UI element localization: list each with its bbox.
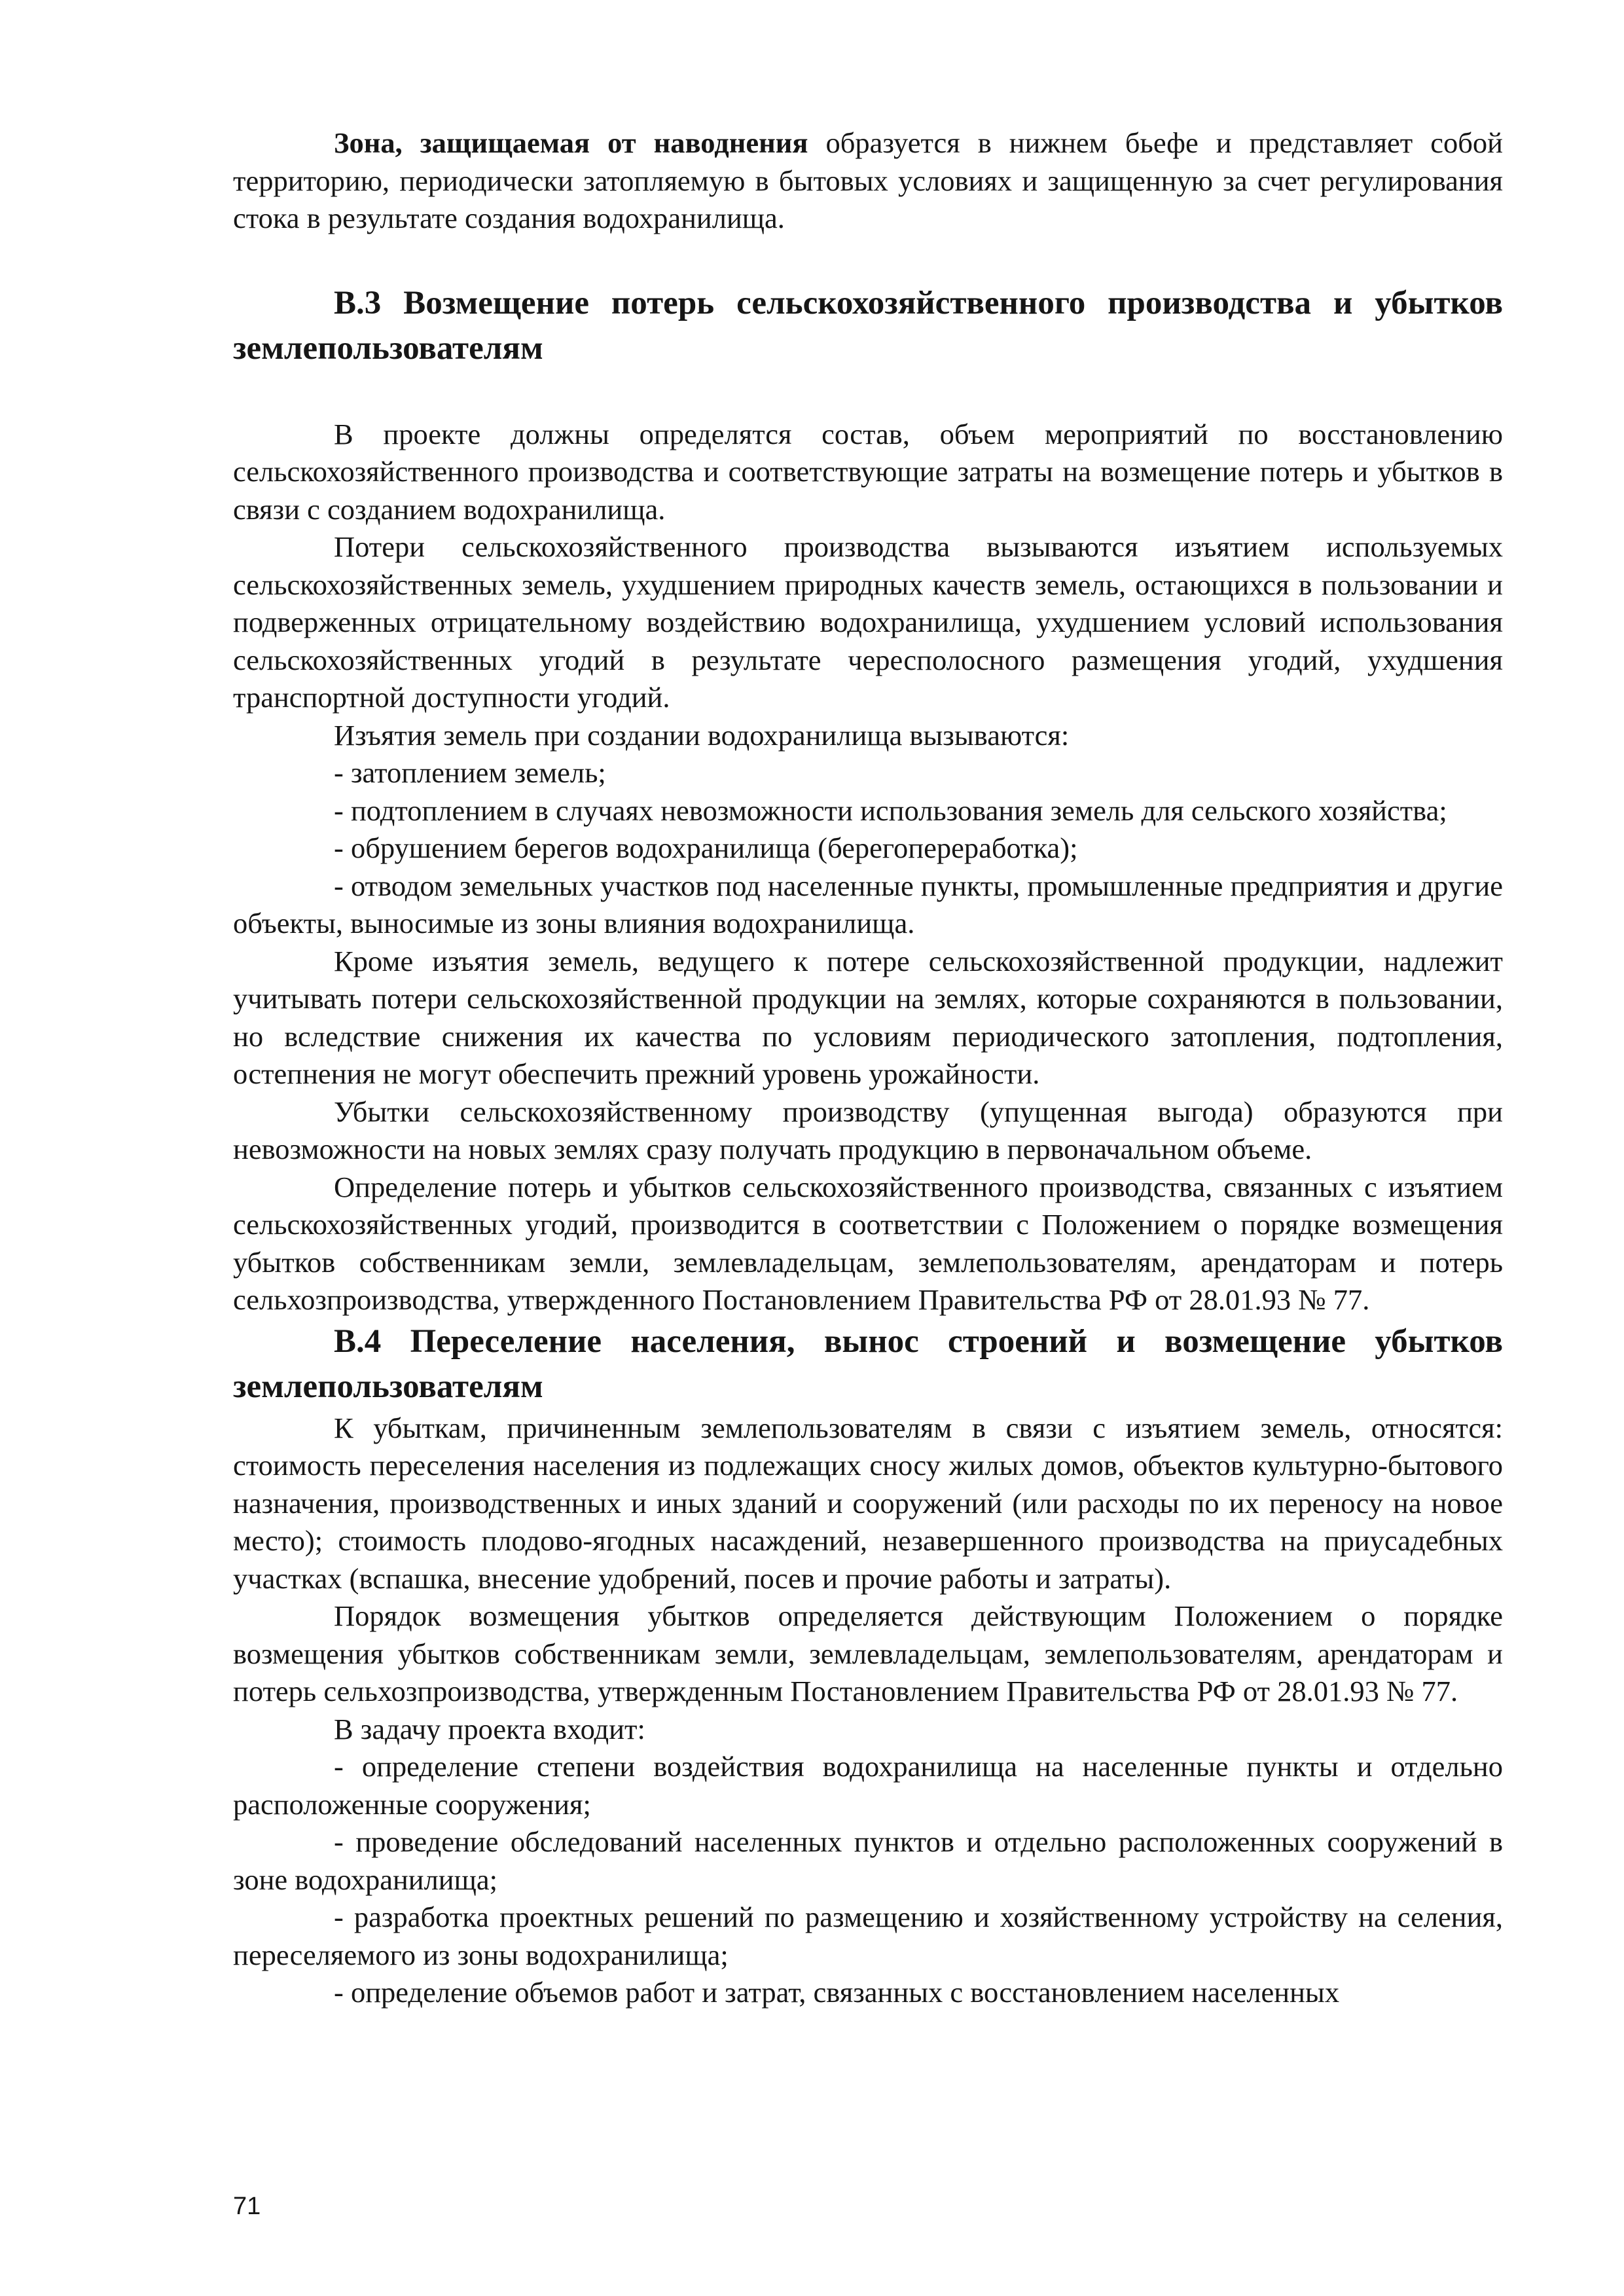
document-page xyxy=(233,124,1503,2012)
intro-bold-term: Зона, защищаемая от наводнения xyxy=(334,126,808,159)
intro-text: образуется в нижнем бьефе и представляет собой территорию, периодически затопляемую в бытовых условиях и защищенную за счет регулирования стока в результате создания водохранилища. xyxy=(233,126,1503,234)
b3-list-item: - подтоплением в случаях невозможности использования земель для сельского хозяйства; xyxy=(334,793,1447,827)
section-b3-heading: В.3 Возмещение потерь сельскохозяйственного производства и убытков землепользователям xyxy=(233,284,1503,367)
b4-list-item: - разработка проектных решений по размещению и хозяйственному устройству на селения, переселяемого из зоны водохранилища; xyxy=(233,1901,1503,1971)
b4-paragraph: Порядок возмещения убытков определяется действующим Положением о порядке возмещения убытков собственникам земли, землевладельцам, землепользователям, арендаторам и потерь сельхозпроизводства, утвержденным Постановлением Правительства РФ от 28.01.93 № 77. xyxy=(233,1599,1503,1707)
b3-paragraph: Определение потерь и убытков сельскохозяйственного производства, связанных с изъятием сельскохозяйственных угодий, производится в соответствии с Положением о порядке возмещения убытков собственникам земли, землевладельцам, землепользователям, арендаторам и потерь сельхозпроизводства, утвержденного Постановлением Правительства РФ от 28.01.93 № 77. xyxy=(233,1170,1503,1316)
b3-list-item: - отводом земельных участков под населенные пункты, промышленные предприятия и другие объекты, выносимые из зоны влияния водохранилища. xyxy=(233,869,1503,939)
intro-paragraph xyxy=(233,124,1503,238)
b3-paragraph: Кроме изъятия земель, ведущего к потере сельскохозяйственной продукции, надлежит учитывать потери сельскохозяйственной продукции на землях, которые сохраняются в пользовании, но вследствие снижения их качества по условиям периодического затопления, подтопления, остепнения не могут обеспечить прежний уровень урожайности. xyxy=(233,944,1503,1090)
b3-paragraph: Убытки сельскохозяйственному производству (упущенная выгода) образуются при невозможности на новых землях сразу получать продукцию в первоначальном объеме. xyxy=(233,1095,1503,1165)
b3-paragraph: Изъятия земель при создании водохранилища вызываются: xyxy=(334,718,1070,752)
page-number: 71 xyxy=(233,2193,261,2220)
b3-paragraph: Потери сельскохозяйственного производства вызываются изъятием используемых сельскохозяйственных земель, ухудшением природных качеств земель, остающихся в пользовании и подверженных отрицательному воздействию водохранилища, ухудшением условий использования сельскохозяйственных угодий в результате чересполосного размещения угодий, ухудшения транспортной доступности угодий. xyxy=(233,530,1503,714)
b4-list-item: - определение объемов работ и затрат, связанных с восстановлением населенных xyxy=(334,1976,1340,2009)
b3-list-item: - обрушением берегов водохранилища (берегопереработка); xyxy=(334,831,1078,864)
b4-list-item: - определение степени воздействия водохранилища на населенные пункты и отдельно расположенные сооружения; xyxy=(233,1750,1503,1821)
b3-paragraph: В проекте должны определятся состав, объем мероприятий по восстановлению сельскохозяйственного производства и соответствующие затраты на возмещение потерь и убытков в связи с созданием водохранилища. xyxy=(233,417,1503,526)
b3-list-item: - затоплением земель; xyxy=(334,756,606,789)
section-b4-heading: В.4 Переселение населения, вынос строений и возмещение убытков землепользователям xyxy=(233,1322,1503,1405)
b4-paragraph: К убыткам, причиненным землепользователям в связи с изъятием земель, относятся: стоимость переселения населения из подлежащих сносу жилых домов, объектов культурно-бытового назначения, производственных и иных зданий и сооружений (или расходы по их переносу на новое место); стоимость плодово-ягодных насаждений, незавершенного производства на приусадебных участках (вспашка, внесение удобрений, посев и прочие работы и затраты). xyxy=(233,1411,1503,1595)
b4-list-item: - проведение обследований населенных пунктов и отдельно расположенных сооружений в зоне водохранилища; xyxy=(233,1825,1503,1896)
b4-paragraph: В задачу проекта входит: xyxy=(334,1712,645,1745)
